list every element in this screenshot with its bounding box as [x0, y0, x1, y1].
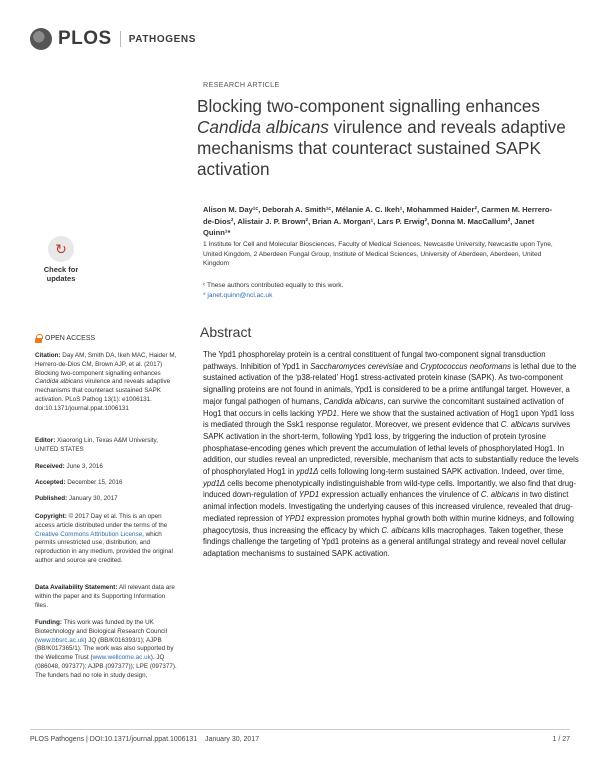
article-title: [197, 96, 587, 180]
check-updates-label: Check for updates: [43, 265, 79, 283]
page-number: 1 / 27: [552, 736, 570, 743]
bbsrc-link[interactable]: www.bbsrc.ac.uk: [37, 636, 85, 644]
corresponding-email[interactable]: * janet.quinn@ncl.ac.uk: [203, 291, 273, 299]
equal-contribution-note: ᶜ These authors contributed equally to this work.: [203, 282, 344, 289]
contribution-notes: [203, 281, 563, 300]
license-link[interactable]: Creative Commons Attribution License: [35, 530, 143, 538]
open-access-label: OPEN ACCESS: [45, 335, 96, 342]
article-type: RESEARCH ARTICLE: [203, 80, 280, 89]
received-date: Received: June 3, 2016: [35, 463, 103, 470]
published-date: Published: January 30, 2017: [35, 495, 118, 502]
footer-citation: PLOS Pathogens | DOI:10.1371/journal.ppat.1006131 January 30, 2017: [30, 736, 260, 743]
footer-divider: [30, 729, 570, 730]
title-text: Blocking two-component signalling enhances: [197, 96, 541, 116]
abstract-text: The Ypd1 phosphorelay protein is a central constituent of fungal two-component signal transduction pathways. Inhibition of Ypd1 in Saccharomyces cerevisiae and Cryptococcus neoformans is lethal due to the sustained activation of the ‘p38-related’ Hog1 stress-activated protein kinase (SAPK). As two-component signalling proteins are not found in animals, Ypd1 is considered to be a prime antifungal target. However, a major fungal pathogen of humans, Candida albicans, can survive the concomitant sustained activation of Hog1 that occurs in cells lacking YPD1. Here we show that the sustained activation of Hog1 upon Ypd1 loss is mediated through the Ssk1 response regulator. Moreover, we present evidence that C. albicans survives SAPK activation in the short-term, following Ypd1 loss, by triggering the induction of protein tyrosine phosphatase-encoding genes which prevent the accumulation of lethal levels of phosphorylated Hog1. In addition, our studies reveal an unpredicted, reversible, mechanism that acts to substantially reduce the levels of phosphorylated Hog1 in ypd1Δ cells following long-term sustained SAPK activation. Indeed, over time, ypd1Δ cells become phenotypically indistinguishable from wild-type cells. Importantly, we also find that drug-induced down-regulation of YPD1 expression actually enhances the virulence of C. albicans in two distinct animal infection models. Investigating the underlying causes of this increased virulence, revealed that drug-mediated repression of YPD1 expression promotes hyphal growth both within murine kidneys, and following phagocytosis, thus increasing the efficacy by which C. albicans kills macrophages. Taken together, these findings challenge the targeting of Ypd1 proteins as a general antifungal strategy and reveal novel cellular adaptation mechanisms to sustained SAPK activation.: [203, 350, 579, 558]
open-access-badge: [35, 334, 95, 343]
open-lock-icon: [35, 334, 42, 343]
affiliations: 1 Institute for Cell and Molecular Biosciences, Faculty of Medical Sciences, Newcastle University, Newcastle upon Tyne, United Kingdom, 2 Aberdeen Fungal Group, Institute of Medical Sciences, University of Aberdeen, Aberdeen, United Kingdom: [203, 241, 553, 268]
title-text: virulence and reveals adaptive mechanisms that counteract sustained SAPK activation: [197, 117, 566, 179]
funding-block: Funding: This work was funded by the UK Biotechnology and Biological Research Council (www.bbsrc.ac.uk) JQ (BB/K016393/1); AJPB (BB/K017365/1). The work was also supported by the Wellcome Trust (www.wellcome.ac.uk). JQ (086048, 097377); AJPB (097377)); LPE (097377). The funders had no role in study design,: [35, 619, 177, 679]
abstract-heading: Abstract: [200, 324, 252, 340]
citation-block: Citation: Day AM, Smith DA, Ikeh MAC, Haider M, Herrero-de-Dios CM, Brown AJP, et al. (2017) Blocking two-component signalling enhances Candida albicans virulence and reveals adaptive mechanisms that counteract sustained SAPK activation. PLoS Pathog 13(1): e1006131. doi:10.1371/journal.ppat.1006131: [35, 352, 177, 412]
page-footer: [30, 736, 570, 743]
author-list[interactable]: Alison M. Day¹ᶜ, Deborah A. Smith¹ᶜ, Mélanie A. C. Ikeh¹, Mohammed Haider², Carmen M. Herrero-de-Dios², Alistair J. P. Brown², Brian A. Morgan¹, Lars P. Erwig², Donna M. MacCallum², Janet Quinn¹*: [203, 205, 553, 237]
logo-text: PLOS: [58, 28, 112, 49]
editor-block: Editor: Xiaorong Lin, Texas A&M University, UNITED STATES: [35, 437, 158, 453]
journal-name: PATHOGENS: [128, 33, 196, 45]
wellcome-link[interactable]: www.wellcome.ac.uk: [92, 654, 151, 662]
logo-divider: [120, 31, 121, 47]
check-updates-icon: ↻: [48, 236, 74, 262]
journal-logo[interactable]: [30, 28, 196, 50]
plos-logo-icon: [30, 28, 52, 50]
title-italic: Candida albicans: [197, 117, 329, 137]
data-availability-block: Data Availability Statement: All relevant data are within the paper and its Supporting Information files.: [35, 584, 175, 609]
accepted-date: Accepted: December 15, 2016: [35, 479, 123, 486]
check-for-updates-badge[interactable]: [37, 236, 85, 283]
copyright-block: Copyright: © 2017 Day et al. This is an open access article distributed under the terms of the Creative Commons Attribution License, which permits unrestricted use, distribution, and reproduction in any medium, provided the original author and source are credited.: [35, 513, 173, 564]
